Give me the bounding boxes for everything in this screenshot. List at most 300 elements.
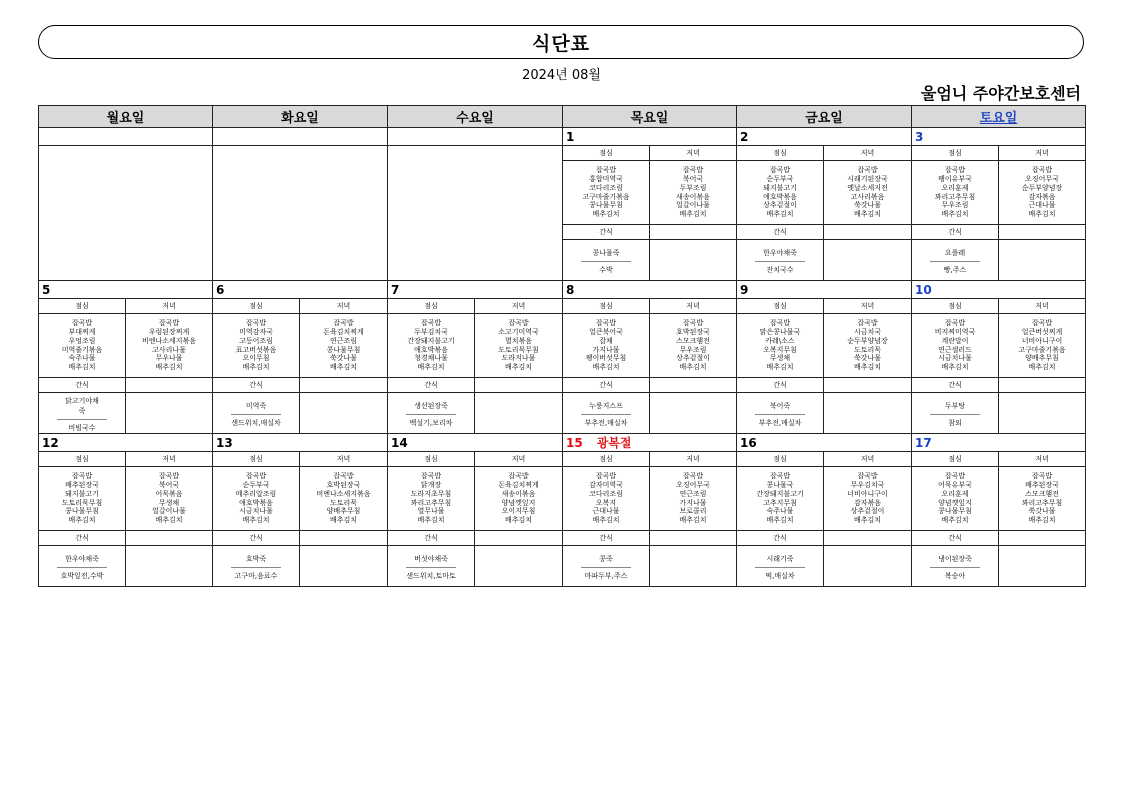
menu-item: 두부조림 — [679, 183, 707, 192]
menu-item: 도라지나물 — [501, 354, 536, 363]
snack-menu-empty — [300, 546, 388, 587]
date-cell — [563, 281, 737, 299]
date-cell — [388, 281, 563, 299]
menu-item: 비엔나소세지볶음 — [141, 336, 197, 345]
snack-label-empty — [300, 378, 388, 393]
menu-item: 배추김치 — [766, 363, 794, 372]
date-row — [39, 434, 1086, 452]
snack-menu — [213, 393, 300, 434]
menu-item: 새송이볶음 — [501, 489, 536, 498]
date-number: 16 — [740, 435, 757, 450]
menu-item: 멸치볶음 — [504, 336, 533, 345]
weekday-header: 화요일 — [213, 106, 388, 128]
menu-item: 얼큰북어국 — [589, 327, 623, 336]
snack-label: 간식 — [737, 531, 824, 546]
menu-item: 쑥갓나물 — [853, 201, 882, 210]
weekday-header: 수요일 — [388, 106, 563, 128]
menu-item: 무우조림 — [679, 345, 707, 354]
snack-item: 빵,주스 — [943, 265, 967, 274]
menu-item: 호박된장국 — [676, 327, 710, 336]
date-number: 13 — [216, 435, 233, 450]
menu-item: 고구마줄기볶음 — [1018, 345, 1066, 354]
snack-item: 백설기,보리차 — [409, 418, 453, 427]
snack-label-empty — [126, 531, 213, 546]
menu-item: 배추김치 — [329, 516, 358, 525]
menu-item: 소고기미역국 — [498, 327, 539, 336]
menu-item: 호박된장국 — [326, 480, 361, 489]
menu-item: 배추김치 — [941, 363, 969, 372]
lunch-menu — [737, 314, 824, 378]
snack-label: 간식 — [912, 378, 999, 393]
date-row — [39, 128, 1086, 146]
date-cell — [912, 434, 1086, 452]
menu-item: 잡곡밥 — [333, 319, 354, 328]
snack-item: 떡,매실차 — [765, 571, 795, 580]
menu-item: 무우나물 — [155, 354, 183, 363]
snack-label: 간식 — [39, 378, 126, 393]
snack-menu — [737, 546, 824, 587]
snack-item: 수박 — [599, 265, 613, 274]
date-number: 1 — [566, 129, 575, 144]
lunch-label: 점심 — [39, 452, 126, 467]
snack-item: 샌드위치,매실차 — [231, 418, 281, 427]
menu-item: 돈육김치찌게 — [323, 327, 364, 336]
menu-item: 스모크햄전 — [676, 336, 710, 345]
menu-item: 배추김치 — [155, 516, 183, 525]
menu-item: 무생채 — [158, 498, 180, 507]
dinner-menu — [824, 161, 912, 225]
menu-item: 표고버섯볶음 — [235, 345, 277, 354]
snack-menu — [737, 240, 824, 281]
snack-label-empty — [824, 378, 912, 393]
menu-item: 배추김치 — [679, 363, 707, 372]
date-cell — [563, 128, 737, 146]
lunch-menu — [912, 314, 999, 378]
menu-item: 무생채 — [769, 354, 791, 363]
snack-label: 간식 — [563, 225, 650, 240]
menu-item: 숙주나물 — [68, 354, 96, 363]
menu-item: 배추김치 — [242, 363, 270, 372]
menu-item: 순두부국 — [242, 480, 270, 489]
menu-item: 잡곡밥 — [944, 472, 966, 481]
snack-menu — [213, 546, 300, 587]
meal-label-row — [39, 146, 1086, 161]
date-cell — [213, 281, 388, 299]
dinner-menu — [300, 467, 388, 531]
menu-item: 오징어무국 — [676, 480, 710, 489]
snack-menu-empty — [126, 393, 213, 434]
menu-item: 배추김치 — [592, 516, 620, 525]
snack-item: 누룽지스프 — [581, 399, 631, 415]
menu-item: 팽이유부국 — [938, 174, 972, 183]
date-number: 9 — [740, 282, 749, 297]
date-number: 17 — [915, 435, 932, 450]
menu-item: 잡곡밥 — [682, 472, 704, 481]
menu-item: 미역줄기볶음 — [61, 345, 103, 354]
snack-label-empty — [999, 225, 1086, 240]
snack-label: 간식 — [912, 225, 999, 240]
snack-item: 생선된장죽 — [406, 399, 456, 415]
dinner-label: 저녁 — [300, 452, 388, 467]
date-cell — [737, 281, 912, 299]
snack-item: 고구마,음료수 — [234, 571, 278, 580]
meal-label-row — [39, 299, 1086, 314]
center-name: 울엄니 주야간보호센터 — [920, 84, 1081, 103]
dinner-label: 저녁 — [999, 146, 1086, 161]
lunch-menu — [39, 314, 126, 378]
date-number: 2 — [740, 129, 749, 144]
menu-item: 배추김치 — [941, 210, 969, 219]
snack-item: 호박잎전,수박 — [60, 571, 104, 580]
weekday-header: 금요일 — [737, 106, 912, 128]
menu-item: 오복지 — [595, 498, 617, 507]
menu-item: 어묵유부국 — [938, 480, 972, 489]
menu-item: 북어국 — [158, 480, 180, 489]
snack-item: 한우야채죽 — [57, 552, 107, 568]
lunch-label: 점심 — [737, 452, 824, 467]
menu-item: 간장돼지불고기 — [756, 489, 804, 498]
lunch-label: 점심 — [563, 452, 650, 467]
menu-item: 배추김치 — [68, 363, 96, 372]
snack-menu-empty — [999, 240, 1086, 281]
menu-item: 코다리조림 — [589, 183, 623, 192]
menu-item: 배추김치 — [853, 210, 882, 219]
dinner-menu — [999, 314, 1086, 378]
holiday-label: 광복절 — [596, 436, 632, 450]
menu-item: 옛날소세지전 — [847, 183, 888, 192]
menu-item: 잡곡밥 — [682, 166, 704, 175]
snack-label-row — [39, 531, 1086, 546]
menu-item: 돼지불고기 — [65, 489, 99, 498]
menu-item: 고사리볶음 — [850, 192, 885, 201]
snack-label: 간식 — [213, 378, 300, 393]
snack-item: 참외 — [948, 418, 962, 427]
menu-item: 배추김치 — [679, 210, 707, 219]
date-number: 5 — [42, 282, 51, 297]
menu-item: 시금치나물 — [938, 354, 972, 363]
menu-item: 배추김치 — [417, 363, 445, 372]
lunch-menu — [388, 314, 475, 378]
date-number: 8 — [566, 282, 575, 297]
empty-date-cell — [213, 128, 388, 146]
menu-item: 잡곡밥 — [71, 319, 93, 328]
date-number: 12 — [42, 435, 59, 450]
menu-item: 오이지무침 — [501, 507, 536, 516]
menu-item: 고등어조림 — [239, 336, 273, 345]
snack-menu — [388, 393, 475, 434]
menu-item: 배추김치 — [68, 516, 96, 525]
snack-menu — [388, 546, 475, 587]
snack-menu — [912, 393, 999, 434]
menu-item: 잡곡밥 — [857, 472, 878, 481]
empty-day-cell — [213, 146, 388, 281]
empty-date-cell — [39, 128, 213, 146]
menu-item: 오이무침 — [242, 354, 270, 363]
lunch-label: 점심 — [388, 452, 475, 467]
menu-item: 돼지불고기 — [763, 183, 797, 192]
lunch-menu — [388, 467, 475, 531]
lunch-menu — [737, 467, 824, 531]
lunch-label: 점심 — [563, 299, 650, 314]
lunch-menu — [39, 467, 126, 531]
lunch-menu — [737, 161, 824, 225]
lunch-label: 점심 — [213, 299, 300, 314]
menu-item: 홍합미역국 — [589, 174, 623, 183]
menu-item: 순두부양념장 — [847, 336, 888, 345]
dinner-menu — [824, 314, 912, 378]
meal-label-row — [39, 452, 1086, 467]
menu-item: 새송이볶음 — [676, 192, 710, 201]
snack-item: 잔치국수 — [766, 265, 794, 274]
snack-menu — [737, 393, 824, 434]
menu-item: 애호박볶음 — [239, 498, 273, 507]
menu-item: 순두부국 — [766, 174, 794, 183]
menu-item: 잡채 — [599, 336, 613, 345]
weekday-header: 월요일 — [39, 106, 213, 128]
dinner-menu — [300, 314, 388, 378]
snack-menu — [563, 240, 650, 281]
lunch-label: 점심 — [737, 146, 824, 161]
menu-item: 가지나물 — [679, 498, 707, 507]
menu-item: 양념깻잎지 — [501, 498, 536, 507]
menu-item: 양념깻잎지 — [938, 498, 972, 507]
menu-item: 도라지초무침 — [410, 489, 452, 498]
menu-item: 콩나물국 — [766, 480, 794, 489]
dinner-label: 저녁 — [475, 299, 563, 314]
lunch-menu — [912, 467, 999, 531]
menu-item: 잡곡밥 — [1031, 166, 1053, 175]
snack-label-empty — [475, 378, 563, 393]
snack-menu-empty — [650, 546, 737, 587]
menu-item: 잡곡밥 — [769, 472, 791, 481]
snack-item: 호박죽 — [231, 552, 281, 568]
menu-item: 콩나물무침 — [326, 345, 361, 354]
lunch-label: 점심 — [912, 299, 999, 314]
menu-item: 잡곡밥 — [682, 319, 704, 328]
snack-item: 콩나물죽 — [581, 246, 631, 262]
menu-item: 상추겉절이 — [676, 354, 710, 363]
menu-item: 도토리묵 — [853, 345, 882, 354]
menu-item: 부대찌게 — [68, 327, 96, 336]
menu-item: 닭개장 — [420, 480, 442, 489]
menu-item: 쑥갓나물 — [329, 354, 358, 363]
menu-item: 시금치나물 — [239, 507, 273, 516]
menu-item: 배추김치 — [766, 210, 794, 219]
snack-menu-empty — [824, 240, 912, 281]
snack-label-empty — [824, 531, 912, 546]
menu-item: 계란말이 — [941, 336, 969, 345]
menu-item: 비지찌미역국 — [934, 327, 976, 336]
snack-menu-empty — [824, 393, 912, 434]
snack-item: 시래기죽 — [755, 552, 805, 568]
menu-item: 미역감자국 — [239, 327, 273, 336]
snack-label: 간식 — [912, 531, 999, 546]
date-cell — [737, 128, 912, 146]
lunch-label: 점심 — [737, 299, 824, 314]
menu-item: 배추김치 — [853, 363, 882, 372]
menu-item: 무우김치국 — [850, 480, 885, 489]
snack-label: 간식 — [737, 378, 824, 393]
snack-item: 미역죽 — [231, 399, 281, 415]
menu-item: 배추김치 — [242, 516, 270, 525]
menu-item: 감자볶음 — [1028, 192, 1056, 201]
lunch-label: 점심 — [39, 299, 126, 314]
menu-item: 얼갈이나물 — [152, 507, 186, 516]
dinner-label: 저녁 — [999, 452, 1086, 467]
menu-item: 배추김치 — [679, 516, 707, 525]
menu-item: 배추김치 — [592, 210, 620, 219]
menu-item: 배추된장국 — [65, 480, 99, 489]
menu-item: 잡곡밥 — [944, 166, 966, 175]
menu-item: 꽈리고추무침 — [410, 498, 452, 507]
snack-item: 샌드위치,토마토 — [406, 571, 456, 580]
snack-menu-empty — [126, 546, 213, 587]
menu-item: 배추김치 — [853, 516, 882, 525]
snack-label-empty — [999, 531, 1086, 546]
date-number: 10 — [915, 282, 932, 297]
menu-item: 배추김치 — [504, 516, 533, 525]
menu-item: 쑥갓나물 — [853, 354, 882, 363]
snack-menu-empty — [650, 393, 737, 434]
menu-item: 꽈리고추무침 — [934, 192, 976, 201]
menu-item: 무우조림 — [941, 201, 969, 210]
menu-row — [39, 467, 1086, 531]
menu-item: 잡곡밥 — [420, 319, 442, 328]
weekday-header: 목요일 — [563, 106, 737, 128]
snack-menu — [39, 546, 126, 587]
dinner-menu — [999, 467, 1086, 531]
dinner-menu — [126, 467, 213, 531]
dinner-label: 저녁 — [126, 299, 213, 314]
menu-item: 배추김치 — [1028, 363, 1056, 372]
dinner-menu — [650, 161, 737, 225]
lunch-label: 점심 — [912, 452, 999, 467]
dinner-menu — [824, 467, 912, 531]
date-cell — [39, 281, 213, 299]
menu-item: 연근조림 — [679, 489, 707, 498]
menu-item: 애호박볶음 — [414, 345, 448, 354]
menu-item: 잡곡밥 — [245, 472, 267, 481]
snack-menu-empty — [650, 240, 737, 281]
menu-item: 너비아니구이 — [847, 489, 888, 498]
date-row — [39, 281, 1086, 299]
lunch-label: 점심 — [388, 299, 475, 314]
dinner-menu — [650, 467, 737, 531]
menu-item: 배추김치 — [1028, 516, 1056, 525]
date-number: 14 — [391, 435, 408, 450]
menu-body — [39, 128, 1086, 587]
snack-label: 간식 — [388, 531, 475, 546]
dinner-menu — [475, 314, 563, 378]
snack-label: 간식 — [213, 531, 300, 546]
menu-item: 잡곡밥 — [857, 166, 878, 175]
lunch-menu — [563, 161, 650, 225]
menu-item: 콩나물무침 — [938, 507, 972, 516]
lunch-label: 점심 — [213, 452, 300, 467]
menu-item: 애호박볶음 — [763, 192, 797, 201]
menu-item: 도토리묵 — [329, 498, 358, 507]
snack-menu — [563, 393, 650, 434]
snack-item: 콩죽 — [581, 552, 631, 568]
lunch-label: 점심 — [563, 146, 650, 161]
lunch-label: 점심 — [912, 146, 999, 161]
menu-item: 배추김치 — [766, 516, 794, 525]
snack-item: 버섯야채죽 — [406, 552, 456, 568]
snack-item: 냉이된장죽 — [930, 552, 980, 568]
date-cell — [912, 128, 1086, 146]
snack-menu — [912, 240, 999, 281]
snack-item: 북어죽 — [755, 399, 805, 415]
menu-item: 배추김치 — [941, 516, 969, 525]
menu-item: 잡곡밥 — [1031, 472, 1053, 481]
snack-menu-empty — [999, 546, 1086, 587]
menu-item: 청경채나물 — [414, 354, 448, 363]
snack-item: 한우야채죽 — [755, 246, 805, 262]
menu-item: 근대나물 — [592, 507, 620, 516]
menu-item: 잡곡밥 — [158, 472, 180, 481]
menu-item: 메추리알조림 — [235, 489, 277, 498]
menu-item: 배추김치 — [155, 363, 183, 372]
empty-day-cell — [39, 146, 213, 281]
snack-item: 닭고기야채죽 — [57, 394, 107, 420]
snack-label-empty — [650, 531, 737, 546]
menu-item: 카레\소스 — [765, 336, 795, 345]
snack-menu — [912, 546, 999, 587]
snack-menu-empty — [475, 393, 563, 434]
menu-item: 잡곡밥 — [508, 319, 529, 328]
menu-item: 도토리묵무침 — [61, 498, 103, 507]
menu-table — [38, 105, 1086, 587]
menu-item: 잡곡밥 — [857, 319, 878, 328]
menu-item: 잡곡밥 — [944, 319, 966, 328]
snack-label-empty — [300, 531, 388, 546]
menu-item: 고구마줄기볶음 — [582, 192, 630, 201]
dinner-label: 저녁 — [824, 299, 912, 314]
dinner-menu — [650, 314, 737, 378]
lunch-menu — [563, 467, 650, 531]
dinner-menu — [999, 161, 1086, 225]
menu-item: 비엔나소세지볶음 — [316, 489, 371, 498]
menu-item: 잡곡밥 — [595, 319, 617, 328]
date-number: 15 — [566, 436, 583, 450]
snack-label: 간식 — [563, 378, 650, 393]
snack-label-empty — [650, 225, 737, 240]
snack-item: 부추전,매실차 — [758, 418, 802, 427]
menu-item: 맑은콩나물국 — [759, 327, 801, 336]
menu-item: 시래기된장국 — [847, 174, 888, 183]
date-cell — [563, 434, 737, 452]
menu-item: 배추김치 — [417, 516, 445, 525]
month-label: 2024년 08월 — [522, 68, 601, 83]
snack-menu-empty — [999, 393, 1086, 434]
menu-item: 열무나물 — [417, 507, 445, 516]
snack-menu-empty — [300, 393, 388, 434]
menu-item: 얼갈이나물 — [676, 201, 710, 210]
menu-item: 오징어무국 — [1025, 174, 1059, 183]
menu-item: 우엉조림 — [68, 336, 96, 345]
menu-item: 양배추무침 — [1025, 354, 1059, 363]
menu-item: 배추된장국 — [1025, 480, 1059, 489]
snack-row — [39, 546, 1086, 587]
menu-item: 잡곡밥 — [508, 472, 529, 481]
snack-menu-empty — [824, 546, 912, 587]
menu-item: 고사리나물 — [152, 345, 186, 354]
menu-item: 스모크햄전 — [1025, 489, 1059, 498]
menu-item: 잡곡밥 — [595, 472, 617, 481]
weekday-header-row — [39, 106, 1086, 128]
menu-item: 오리훈제 — [941, 183, 969, 192]
snack-label-empty — [999, 378, 1086, 393]
